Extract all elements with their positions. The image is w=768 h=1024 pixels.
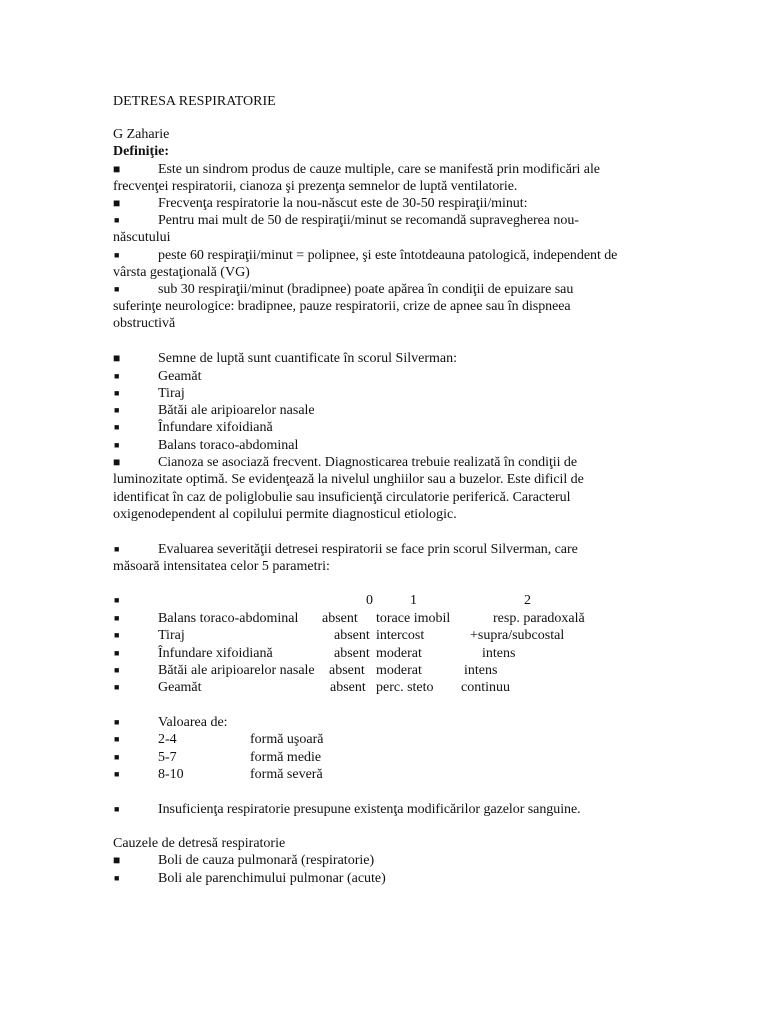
bullet-icon: ■ [114, 440, 120, 450]
bullet-icon: ■ [113, 351, 121, 365]
bullet-icon: ■ [114, 284, 120, 294]
document-page: DETRESA RESPIRATORIE G Zaharie Definiţie: ■ Este un sindrom produs de cauze multiple, care se manifestă prin modificări ale frecvenţei respiratorii, cianoza şi prezenţa semnelor de luptă ventilatorie. ■ Frecvenţa respiratorie la nou-născut este de 30-50 respiraţii/minut: ■ Pentru mai mult de 50 de respiraţii/minut se recomandă supravegherea nou- născutului ■ peste 60 respiraţii/minut = polipnee, şi este întotdeauna patologică, independent de vârsta gestaţională (VG) ■ sub 30 respiraţii/minut (bradipnee) poate apărea în condiţii de epuizare sau suferinţe neurologice: bradipnee, pauze respiratorii, crize de apnee sau în dispneea obstructivă ■ Semne de luptă sunt cuantificate în scorul Silverman: ■ Geamăt ■ Tiraj ■ Bătăi ale aripioarelor nasale ■ Înfundare xifoidiană ■ Balans toraco-abdominal ■ Cianoza se asociază frecvent. Diagnosticarea trebuie realizată în condiţii de luminozitate optimă. Se evidenţează la nivelul unghiilor sau a buzelor. Este dificil de identificat în caz de poliglobulie sau insuficienţă circulatorie periferică. Caracterul oxigenodependent al copilului permite diagnosticul etiologic. ■ Evaluarea severităţii detresei respiratorii se face prin scorul Silverman, care măsoară intensitatea celor 5 parametri: ■ 0 1 2 ■ Balans toraco-abdominal absent torace imobil resp. paradoxală ■ Tiraj absent intercost +supra/subcostal ■ Înfundare xifoidiană absent moderat intens ■ Bătăi ale aripioarelor nasale absent moderat intens ■ Geamăt absent perc. steto continuu ■ Valoarea de: ■ 2-4 formă uşoară ■ 5-7 formă medie ■ 8-10 formă severă ■ Insuficienţa respiratorie presupune existenţa modificărilor gazelor sanguine. Cauzele de detresă respiratorie ■ Boli de cauza pulmonară (respiratorie) ■ Boli ale parenchimului pulmonar (acute) [113, 94, 618, 886]
bullet-icon: ■ [114, 648, 120, 658]
bullet-icon: ■ [114, 250, 120, 260]
bullet-icon: ■ [114, 665, 120, 675]
bullet-icon: ■ [114, 371, 120, 381]
bullet-icon: ■ [114, 613, 120, 623]
bullet-icon: ■ [113, 853, 121, 867]
bullet-icon: ■ [114, 595, 120, 605]
bullet-icon: ■ [114, 405, 120, 415]
bullet-icon: ■ [114, 752, 120, 762]
bullet-icon: ■ [114, 734, 120, 744]
bullet-icon: ■ [114, 544, 120, 554]
bullet-icon: ■ [114, 873, 120, 883]
bullet-icon: ■ [114, 422, 120, 432]
bullet-icon: ■ [114, 388, 120, 398]
bullet-icon: ■ [114, 717, 120, 727]
bullet-icon: ■ [114, 215, 120, 225]
bullet-icon: ■ [113, 455, 121, 469]
bullet-icon: ■ [114, 682, 120, 692]
bullet-icon: ■ [113, 162, 121, 176]
bullet-icon: ■ [114, 769, 120, 779]
bullet-icon: ■ [114, 630, 120, 640]
bullet-icon: ■ [113, 196, 121, 210]
bullet-icon: ■ [114, 804, 120, 814]
